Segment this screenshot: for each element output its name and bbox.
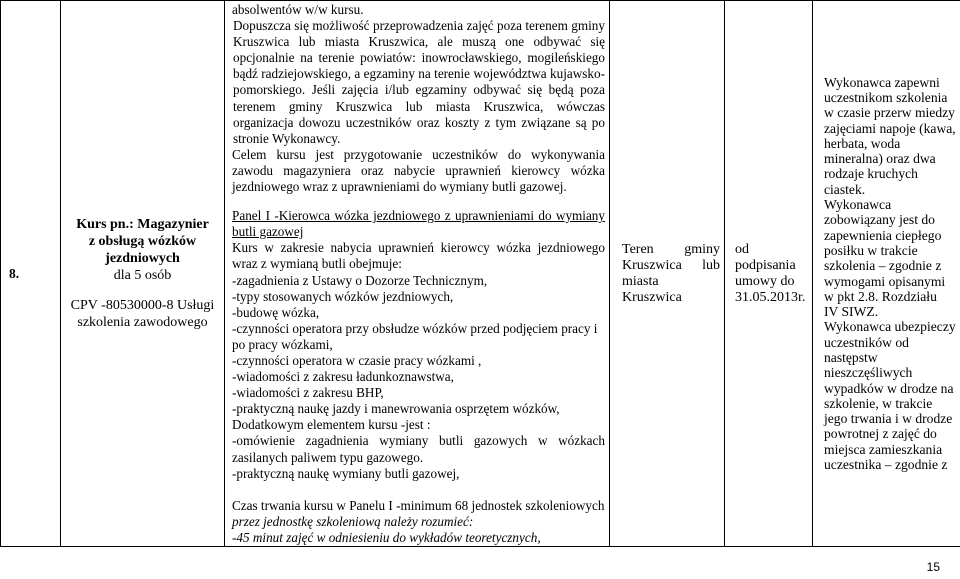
course-cpv: CPV -80530000-8 Usługi szkolenia zawodowego — [70, 298, 215, 330]
requirement-line: ciastek. — [824, 181, 866, 197]
table-row — [1, 1, 960, 547]
place-cell — [610, 1, 725, 547]
topic-item: -zagadnienia z Ustawy o Dozorze Technicznym, — [232, 272, 488, 288]
requirement-line: rodzaje kruchych — [824, 166, 918, 182]
topic-item: -wiadomości z zakresu ładunkoznawstwa, — [232, 369, 454, 385]
panel-intro: Kurs w zakresie nabycia uprawnień kierowcy wózka jezdniowego wraz z wymianą butli obejmuje: — [232, 240, 605, 272]
requirement-line: mineralna) oraz dwa — [824, 151, 936, 167]
course-participants: dla 5 osób — [113, 268, 172, 283]
course-name-line: Kurs pn.: Magazynier — [76, 217, 209, 232]
extra-intro: Dodatkowym elementem kursu -jest : — [232, 417, 431, 433]
training-place: Teren gminy Kruszwica lub miasta Kruszwica — [622, 241, 720, 305]
requirement-line: Wykonawca ubezpieczy — [824, 319, 956, 335]
requirement-line: uczestnika – zgodnie z — [824, 457, 948, 473]
requirement-line: uczestników od — [824, 334, 909, 350]
requirement-line: wymogami opisanymi — [824, 273, 946, 289]
unit-definition: -45 minut zajęć w odniesieniu do wykładów teoretycznych, — [232, 529, 541, 545]
requirement-line: Wykonawca — [824, 197, 892, 213]
course-name — [61, 216, 224, 331]
requirement-line: zapewnienia ciepłego — [824, 227, 942, 243]
requirement-line: Wykonawca zapewni — [824, 74, 940, 90]
requirement-line: zajęciami napoje (kawa, — [824, 120, 956, 136]
location-note: Dopuszcza się możliwość przeprowadzenia zajęć poza terenem gminy Kruszwica lub miasta Kruszwica, ale muszą one odbywać się opcjonalnie na terenie powiatów: inowrocławskiego, mogileńskiego bądź radziejowskiego, a egzaminy na terenie województwa kujawsko-pomorskiego. Jeśli zajęcia i/lub egzaminy odbywać się będą poza terenem gminy Kruszwica lub miasta Kruszwica, wówczas organizacja dowozu uczestników oraz koszty z tym związane są po stronie Wykonawcy. — [233, 18, 606, 146]
requirement-line: IV SIWZ. — [824, 304, 879, 320]
requirement-line: w czasie przerw miedzy — [824, 105, 955, 121]
requirement-line: szkolenie, w trakcie — [824, 395, 933, 411]
requirement-line: następstw — [824, 349, 878, 365]
topic-item: -czynności operatora przy obsłudze wózków przed podjęciem pracy i po pracy wózkami, — [232, 320, 598, 352]
deadline-cell — [725, 1, 813, 547]
course-name-cell — [61, 1, 225, 547]
requirement-line: jego trwania i w drodze — [824, 411, 953, 427]
course-duration: Czas trwania kursu w Panelu I -minimum 68 jednostek szkoleniowych — [232, 497, 605, 513]
requirement-line: zobowiązany jest do — [824, 212, 935, 228]
page-number: 15 — [926, 560, 940, 574]
row-number: 8. — [9, 265, 20, 281]
deadline: od podpisania umowy do 31.05.2013r. — [735, 241, 806, 305]
additional-requirements — [813, 75, 960, 473]
course-description — [225, 1, 609, 546]
extra-topic-item: -omówienie zagadnienia wymiany butli gazowych w wózkach zasilanych paliwem typu gazowego. — [232, 433, 605, 465]
requirement-line: szkolenia – zgodnie z — [824, 258, 942, 274]
topic-item: -czynności operatora w czasie pracy wózkami , — [232, 352, 482, 368]
requirement-line: w pkt 2.8. Rozdziału — [824, 288, 937, 304]
requirement-line: nieszczęśliwych — [824, 365, 913, 381]
topic-item: -praktyczną naukę jazdy i manewrowania osprzętem wózków, — [232, 401, 560, 417]
extra-topic-item: -praktyczną naukę wymiany butli gazowej, — [232, 465, 460, 481]
requirement-line: miejsca zamieszkania — [824, 441, 943, 457]
panel-title: Panel I -Kierowca wózka jezdniowego z uprawnieniami do wymiany butli gazowej — [232, 208, 605, 240]
requirement-line: uczestnikom szkolenia — [824, 89, 948, 105]
topic-item: -wiadomości z zakresu BHP, — [232, 385, 384, 401]
description-first-line: absolwentów w/w kursu. — [232, 2, 364, 17]
requirement-line: powrotnej z zajęć do — [824, 426, 937, 442]
requirement-line: posiłku w trakcie — [824, 242, 918, 258]
row-number-cell — [1, 1, 61, 547]
course-description-cell — [225, 1, 610, 547]
unit-note: przez jednostkę szkoleniową należy rozumieć: — [232, 513, 474, 529]
requirement-line: herbata, woda — [824, 135, 901, 151]
course-goal: Celem kursu jest przygotowanie uczestników do wykonywania zawodu magazyniera oraz nabycie uprawnień kierowcy wózka jezdniowego wraz z uprawnieniami do wymiany butli gazowej. — [232, 146, 605, 195]
topic-item: -budowę wózka, — [232, 304, 320, 320]
course-name-line: jezdniowych — [105, 251, 180, 266]
requirements-cell — [813, 1, 960, 547]
travel-note: Jeśli zajęcia i/lub egzaminy odbywać się będą poza terenem gminy Kruszwica lub miasta Kruszwica, wówczas organizacja dowozu uczestników oraz koszty z tym związane są po stronie Wykonawcy. — [233, 82, 606, 146]
topic-item: -typy stosowanych wózków jezdniowych, — [232, 288, 454, 304]
course-name-line: z obsługą wózków — [88, 234, 197, 249]
requirement-line: wypadków w drodze na — [824, 380, 954, 396]
